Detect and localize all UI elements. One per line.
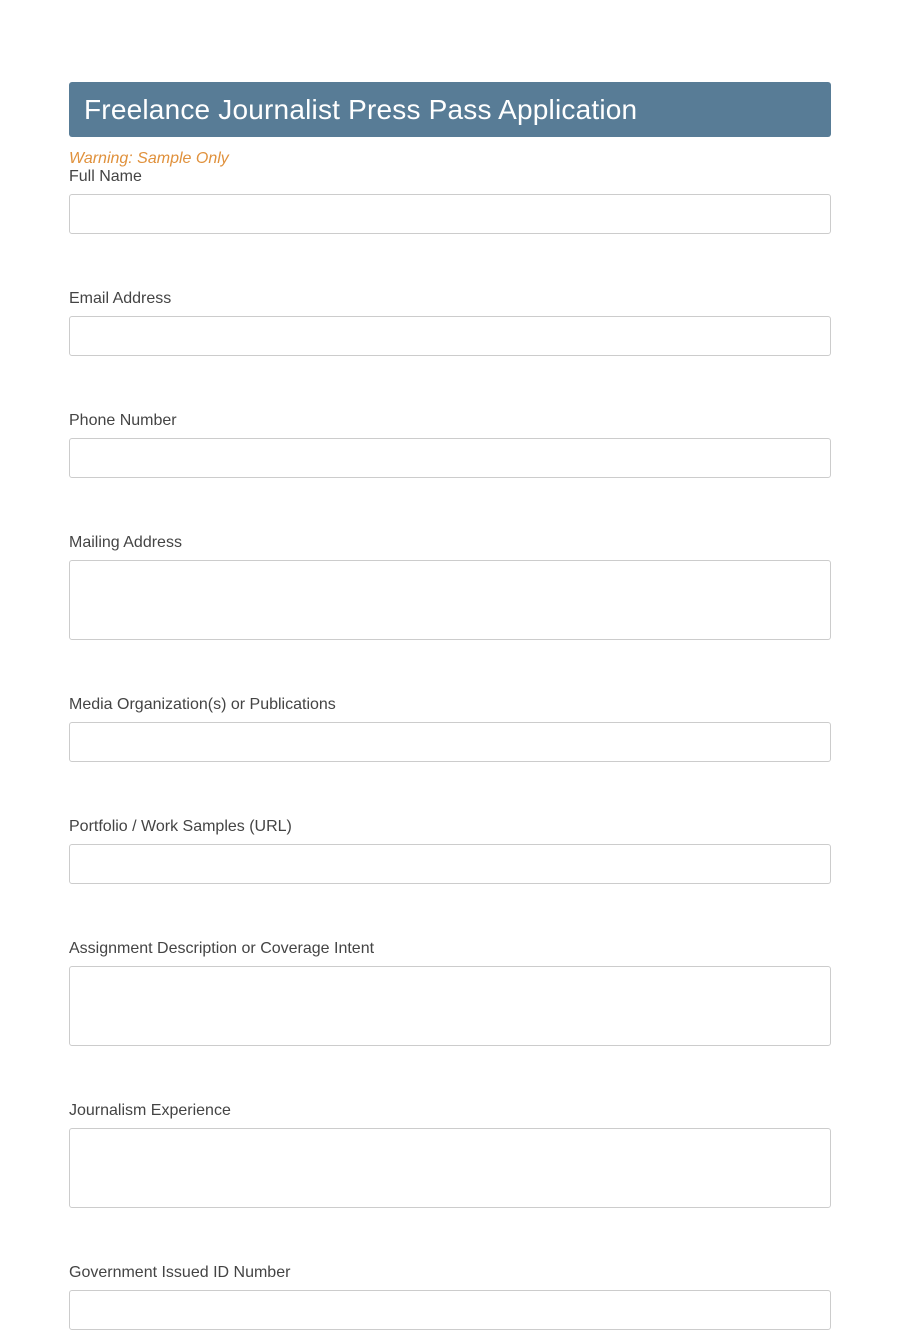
application-form	[69, 82, 831, 1330]
government-id-label: Government Issued ID Number	[69, 1264, 291, 1281]
field-email	[69, 290, 831, 356]
field-full-name	[69, 168, 831, 234]
field-journalism-experience	[69, 1102, 831, 1208]
government-id-input[interactable]	[69, 1290, 831, 1330]
mailing-address-textarea[interactable]	[69, 560, 831, 640]
form-title: Freelance Journalist Press Pass Application	[84, 93, 638, 125]
journalism-experience-label: Journalism Experience	[69, 1102, 231, 1119]
portfolio-url-label: Portfolio / Work Samples (URL)	[69, 818, 292, 835]
media-organizations-label: Media Organization(s) or Publications	[69, 696, 336, 713]
mailing-address-label: Mailing Address	[69, 534, 182, 551]
field-media-organizations	[69, 696, 831, 762]
phone-label: Phone Number	[69, 412, 177, 429]
full-name-label: Full Name	[69, 168, 142, 185]
assignment-description-label: Assignment Description or Coverage Intent	[69, 940, 375, 957]
portfolio-url-input[interactable]	[69, 844, 831, 884]
field-assignment-description	[69, 940, 831, 1046]
field-government-id	[69, 1264, 831, 1330]
media-organizations-input[interactable]	[69, 722, 831, 762]
full-name-input[interactable]	[69, 194, 831, 234]
field-mailing-address	[69, 534, 831, 640]
phone-input[interactable]	[69, 438, 831, 478]
journalism-experience-textarea[interactable]	[69, 1128, 831, 1208]
email-input[interactable]	[69, 316, 831, 356]
field-portfolio-url	[69, 818, 831, 884]
email-label: Email Address	[69, 290, 172, 307]
sample-warning: Warning: Sample Only	[69, 150, 229, 167]
assignment-description-textarea[interactable]	[69, 966, 831, 1046]
form-header	[69, 82, 831, 137]
field-phone	[69, 412, 831, 478]
